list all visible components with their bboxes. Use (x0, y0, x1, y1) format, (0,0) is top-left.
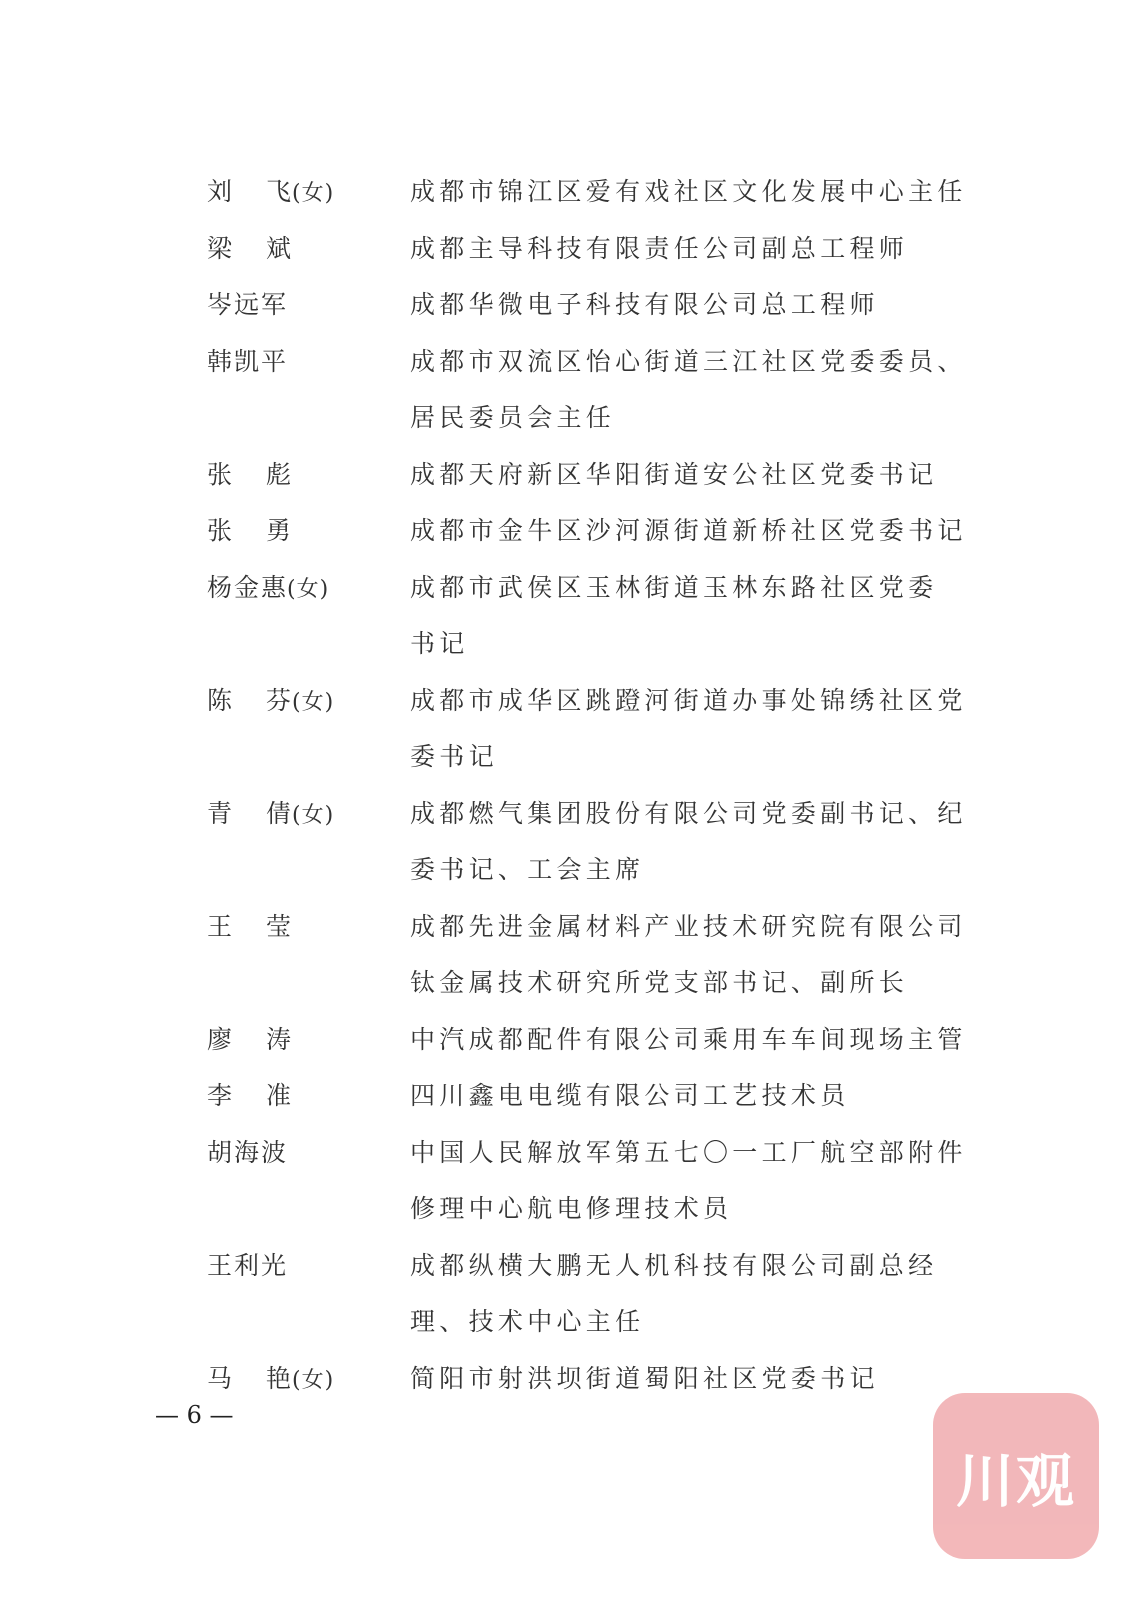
person-name: 马 艳(女) (206, 1363, 335, 1393)
description-line: 成都先进金属材料产业技术研究院有限公司 (410, 911, 967, 941)
position-description (410, 1238, 970, 1351)
description-line: 成都市双流区怡心街道三江社区党委委员、 (410, 346, 967, 376)
gender-note: (女) (292, 1367, 335, 1393)
description-line: 成都华微电子科技有限公司总工程师 (410, 290, 879, 319)
person-name: 胡海波 (206, 1137, 286, 1167)
description-line: 成都主导科技有限责任公司副总工程师 (410, 233, 909, 263)
person-name: 王 莹 (206, 911, 291, 941)
person-name: 王利光 (206, 1250, 286, 1280)
person-name: 杨金惠(女) (206, 572, 330, 602)
description-line: 成都市金牛区沙河源街道新桥社区党委书记 (410, 516, 967, 545)
description-line: 简阳市射洪坝街道蜀阳社区党委书记 (410, 1363, 879, 1393)
description-line: 成都天府新区华阳街道安公社区党委书记 (410, 459, 938, 489)
position-description (410, 221, 970, 278)
position-description (410, 1125, 970, 1238)
description-line: 成都燃气集团股份有限公司党委副书记、纪 (410, 798, 967, 828)
position-description (410, 164, 970, 221)
position-description (410, 334, 970, 447)
position-description (410, 786, 970, 899)
description-line: 成都纵横大鹏无人机科技有限公司副总经 (410, 1250, 938, 1280)
description-line: 中汽成都配件有限公司乘用车车间现场主管 (410, 1024, 967, 1054)
description-line: 四川鑫电电缆有限公司工艺技术员 (410, 1081, 850, 1110)
person-name: 梁 斌 (206, 233, 291, 263)
description-line: 居民委员会主任 (410, 403, 616, 432)
page-number: — 6 — (155, 1401, 234, 1429)
watermark-text: 川观 (955, 1447, 1076, 1515)
person-name: 李 准 (206, 1081, 291, 1110)
person-name: 廖 涛 (206, 1024, 291, 1054)
description-line: 委书记、工会主席 (410, 855, 645, 884)
position-description (410, 560, 970, 673)
watermark-logo (933, 1393, 1099, 1559)
person-name: 陈 芬(女) (206, 685, 335, 715)
position-description (410, 277, 970, 334)
person-name: 岑远军 (206, 290, 286, 319)
position-description (410, 1351, 970, 1408)
position-description (410, 899, 970, 1012)
position-description (410, 503, 970, 560)
description-line: 中国人民解放军第五七〇一工厂航空部附件 (410, 1137, 967, 1167)
position-description (410, 1068, 970, 1125)
description-line: 成都市成华区跳蹬河街道办事处锦绣社区党 (410, 685, 967, 715)
person-name: 韩凯平 (206, 346, 286, 376)
gender-note: (女) (292, 802, 335, 828)
gender-note: (女) (292, 181, 335, 206)
gender-note: (女) (287, 576, 330, 602)
person-name: 张 彪 (206, 459, 291, 489)
person-name: 刘 飞(女) (206, 177, 335, 206)
position-description (410, 447, 970, 504)
position-description (410, 673, 970, 786)
description-line: 成都市锦江区爱有戏社区文化发展中心主任 (410, 177, 967, 206)
description-line: 理、技术中心主任 (410, 1307, 645, 1336)
person-name: 青 倩(女) (206, 798, 335, 828)
description-line: 成都市武侯区玉林街道玉林东路社区党委 (410, 572, 938, 602)
description-line: 书记 (410, 629, 469, 658)
description-line: 钛金属技术研究所党支部书记、副所长 (410, 968, 909, 997)
person-name: 张 勇 (206, 516, 291, 545)
gender-note: (女) (292, 689, 335, 715)
description-line: 修理中心航电修理技术员 (410, 1194, 733, 1223)
description-line: 委书记 (410, 742, 498, 771)
position-description (410, 1012, 970, 1069)
